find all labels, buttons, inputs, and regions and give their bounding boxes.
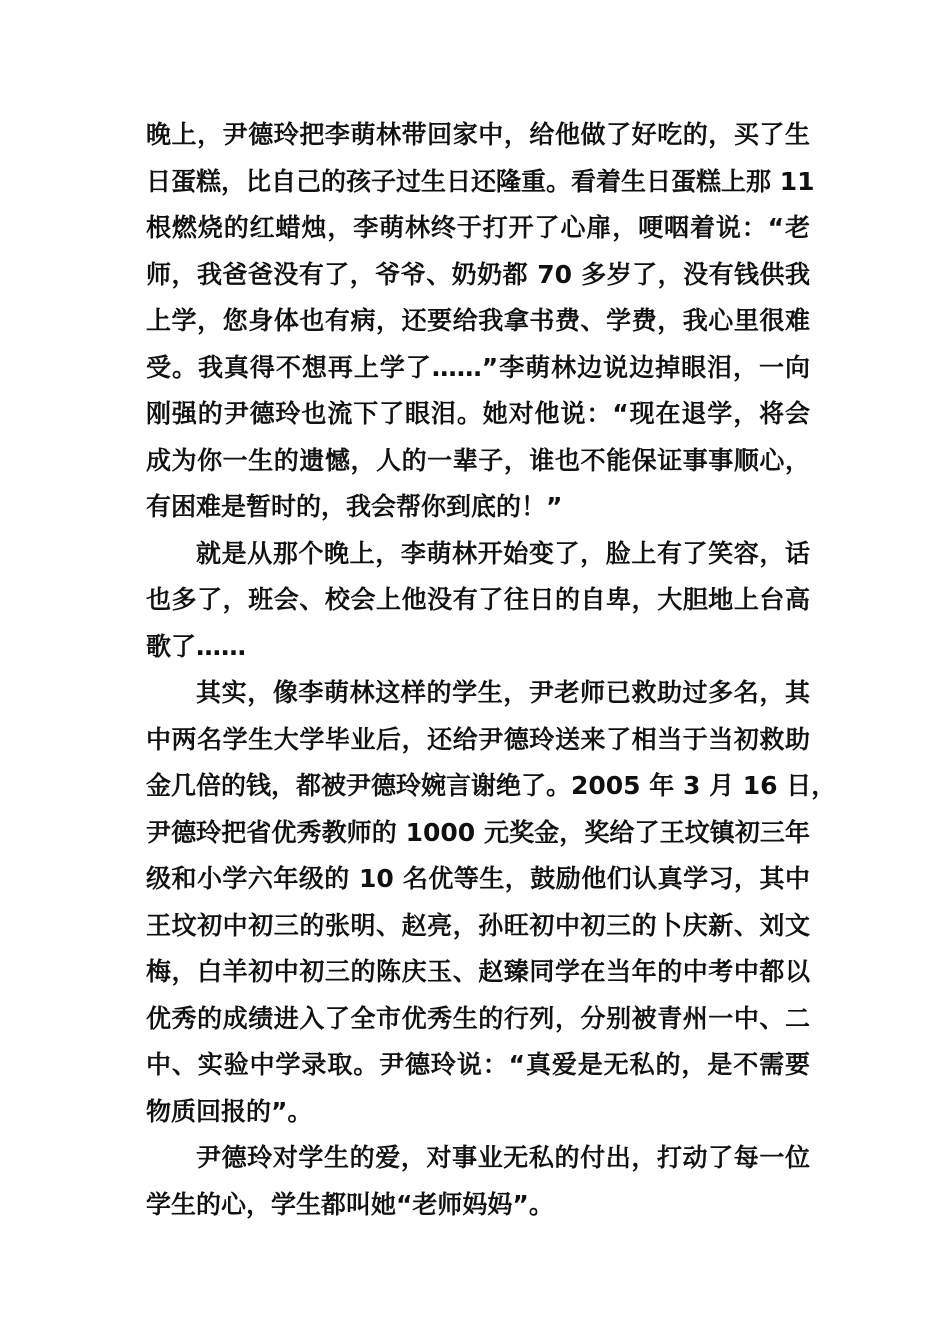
paragraph-3: [146, 670, 837, 1135]
text-line: 级和小学六年级的 10 名优等生，鼓励他们认真学习，其中: [146, 864, 810, 893]
text-line: 日蛋糕，比自己的孩子过生日还隆重。看着生日蛋糕上那 11: [146, 166, 815, 196]
text-line: 金几倍的钱，都被尹德玲婉言谢绝了。2005 年 3 月 16 日，: [146, 771, 837, 800]
text-line: 刚强的尹德玲也流下了眼泪。她对他说：“现在退学，将会: [146, 399, 810, 428]
text-line: 歌了……: [146, 631, 247, 661]
text-line: 上学，您身体也有病，还要给我拿书费、学费，我心里很难: [146, 306, 810, 335]
text-line: 物质回报的”。: [146, 1096, 313, 1126]
text-line: 学生的心，学生都叫她“老师妈妈”。: [146, 1189, 554, 1219]
document-body: [146, 112, 837, 1228]
text-line: 有困难是暂时的，我会帮你到底的！”: [146, 492, 563, 521]
paragraph-4: [146, 1135, 810, 1228]
text-line: 尹德玲把省优秀教师的 1000 元奖金，奖给了王坟镇初三年: [146, 817, 810, 847]
text-line: 就是从那个晚上，李萌林开始变了，脸上有了笑容，话: [196, 538, 810, 568]
text-line: 其实，像李萌林这样的学生，尹老师已救助过多名，其: [196, 678, 810, 707]
text-line: 王坟初中初三的张明、赵亮，孙旺初中初三的卜庆新、刘文: [146, 910, 810, 940]
text-line: 根燃烧的红蜡烛，李萌林终于打开了心扉，哽咽着说：“老: [146, 213, 810, 242]
text-line: 梅，白羊初中初三的陈庆玉、赵臻同学在当年的中考中都以: [146, 957, 810, 986]
text-line: 也多了，班会、校会上他没有了往日的自卑，大胆地上台高: [146, 585, 810, 614]
text-line: 成为你一生的遗憾，人的一辈子，谁也不能保证事事顺心，: [146, 445, 810, 475]
text-line: 中、实验中学录取。尹德玲说：“真爱是无私的，是不需要: [146, 1050, 810, 1079]
text-line: 尹德玲对学生的爱，对事业无私的付出，打动了每一位: [196, 1143, 810, 1172]
text-line: 师，我爸爸没有了，爷爷、奶奶都 70 多岁了，没有钱供我: [146, 259, 810, 289]
paragraph-2: [146, 531, 810, 671]
text-line: 受。我真得不想再上学了……”李萌林边说边掉眼泪，一向: [146, 352, 810, 382]
paragraph-1: [146, 112, 815, 531]
text-line: 优秀的成绩进入了全市优秀生的行列，分别被青州一中、二: [146, 1003, 810, 1033]
text-line: 晚上，尹德玲把李萌林带回家中，给他做了好吃的，买了生: [146, 120, 810, 149]
text-line: 中两名学生大学毕业后，还给尹德玲送来了相当于当初救助: [146, 724, 810, 754]
